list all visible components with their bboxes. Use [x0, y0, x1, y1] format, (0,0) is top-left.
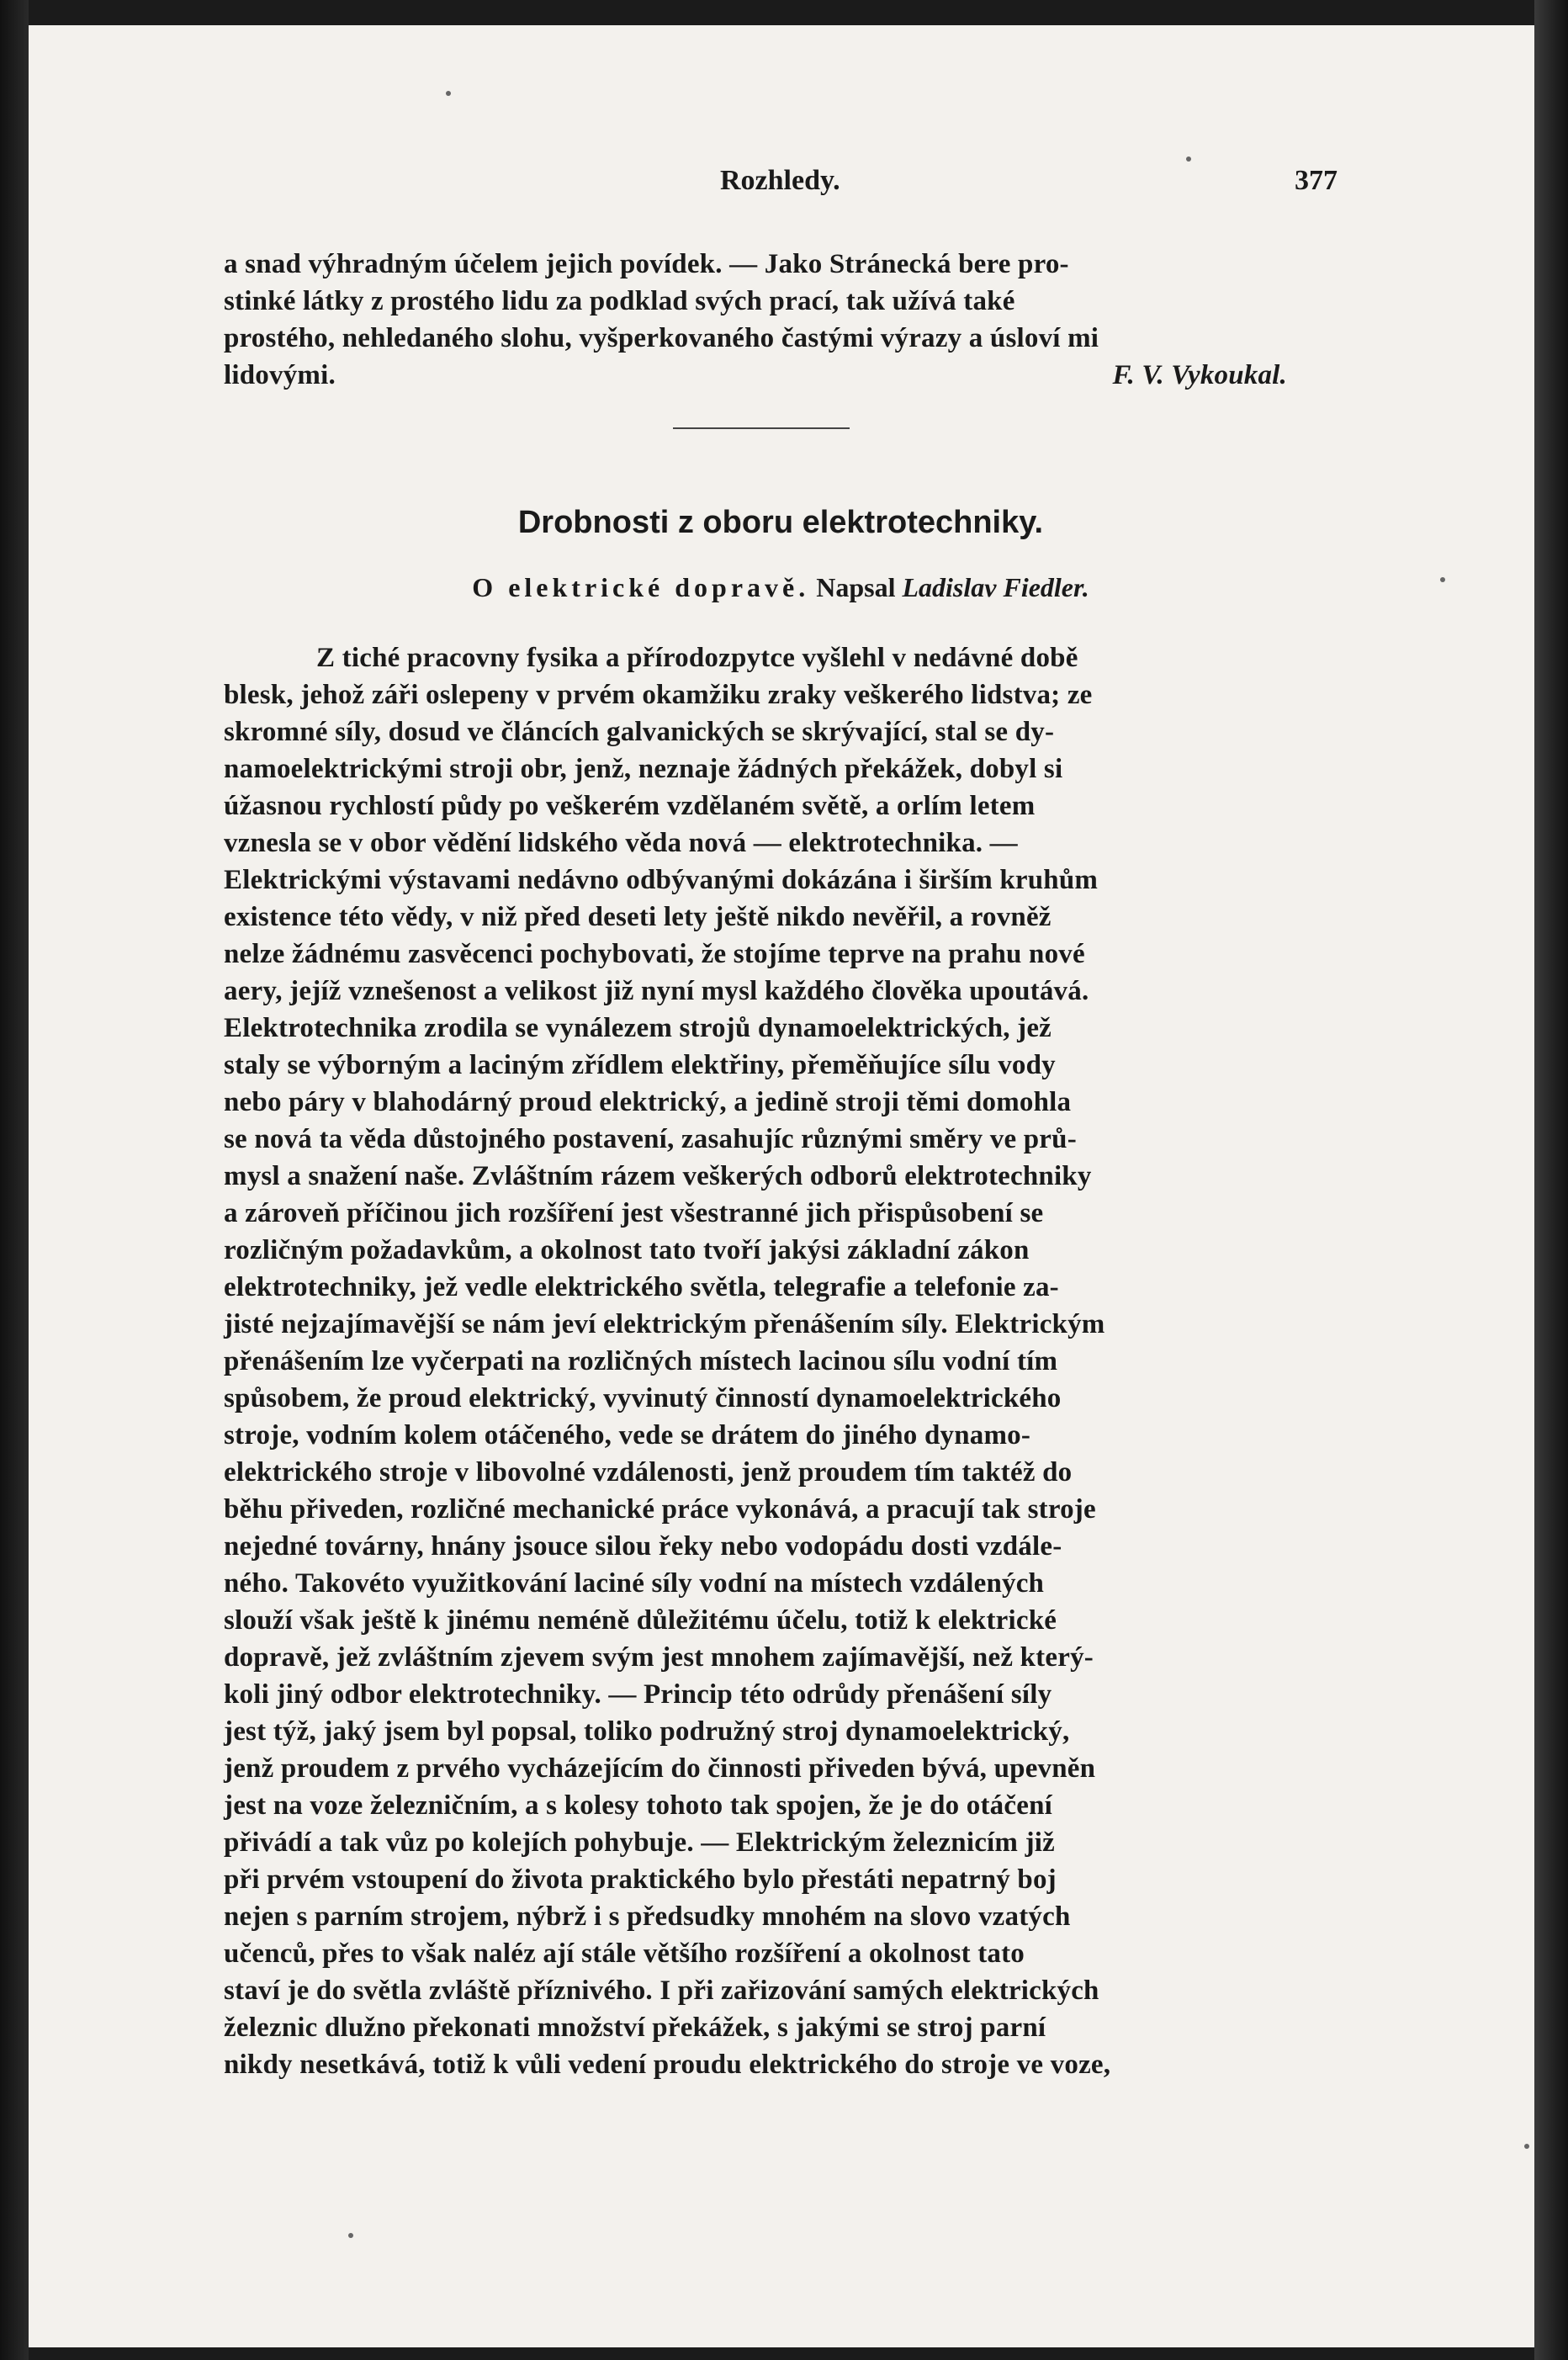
- paper-speck: [1524, 2144, 1529, 2149]
- running-title: Rozhledy.: [720, 165, 840, 196]
- section-divider: [673, 427, 850, 429]
- text-line: slouží však ještě k jinému neméně důležitému účelu, totiž k elektrické: [224, 1605, 1057, 1636]
- text-line: rozličným požadavkům, a okolnost tato tvoří jakýsi základní zákon: [224, 1235, 1030, 1265]
- text-line: dopravě, jež zvláštním zjevem svým jest mnohem zajímavější, než který-: [224, 1642, 1094, 1673]
- text-line: existence této vědy, v niž před deseti lety ještě nikdo nevěřil, a rovněž: [224, 902, 1052, 932]
- text-line: a snad výhradným účelem jejich povídek. — Jako Stránecká bere pro-: [224, 249, 1069, 279]
- article-subtitle: [224, 572, 1338, 603]
- paper-speck: [446, 91, 451, 96]
- page-number: 377: [1295, 165, 1338, 196]
- text-line: se nová ta věda důstojného postavení, zasahujíc různými směry ve prů-: [224, 1124, 1077, 1154]
- paper-speck: [348, 2233, 353, 2238]
- text-line: stroje, vodním kolem otáčeného, vede se drátem do jiného dynamo-: [224, 1420, 1031, 1450]
- text-line: přenášením lze vyčerpati na rozličných místech lacinou sílu vodní tím: [224, 1346, 1058, 1376]
- text-line: běhu přiveden, rozličné mechanické práce vykonává, a pracují tak stroje: [224, 1494, 1096, 1525]
- subtitle-topic: O elektrické dopravě.: [472, 572, 810, 602]
- subtitle-by: Napsal: [816, 572, 896, 602]
- text-line: mysl a snažení naše. Zvláštním rázem veškerých odborů elektrotechniky: [224, 1161, 1092, 1191]
- text-line: nebo páry v blahodárný proud elektrický, a jedině stroji těmi domohla: [224, 1087, 1072, 1117]
- text-line: úžasnou rychlostí půdy po veškerém vzdělaném světě, a orlím letem: [224, 791, 1036, 821]
- scan-border-right: [1534, 0, 1568, 2360]
- text-line: přivádí a tak vůz po kolejích pohybuje. — Elektrickým železnicím již: [224, 1827, 1055, 1858]
- text-line: ného. Takovéto využitkování laciné síly vodní na místech vzdálených: [224, 1568, 1045, 1599]
- text-line: lidovými.: [224, 360, 336, 390]
- paper-speck: [1186, 156, 1191, 162]
- text-line: a zároveň příčinou jich rozšíření jest všestranné jich přispůsobení se: [224, 1198, 1044, 1228]
- text-line: elektrického stroje v libovolné vzdálenosti, jenž proudem tím taktéž do: [224, 1457, 1073, 1488]
- text-line: koli jiný odbor elektrotechniky. — Princip této odrůdy přenášení síly: [224, 1679, 1052, 1710]
- text-line: Elektrotechnika zrodila se vynálezem strojů dynamoelektrických, jež: [224, 1013, 1052, 1043]
- text-line: nikdy nesetkává, totiž k vůli vedení proudu elektrického do stroje ve voze,: [224, 2050, 1111, 2080]
- article-body: [224, 639, 1338, 2083]
- text-line: nejen s parním strojem, nýbrž i s předsudky mnohém na slovo vzatých: [224, 1901, 1071, 1932]
- text-line: jenž proudem z prvého vycházejícím do činnosti přiveden bývá, upevněn: [224, 1753, 1096, 1784]
- article-author: Ladislav Fiedler.: [902, 572, 1089, 602]
- scan-border-left: [0, 0, 29, 2360]
- text-line: skromné síly, dosud ve článcích galvanických se skrývající, stal se dy-: [224, 717, 1055, 747]
- signature-row: [224, 357, 1338, 394]
- previous-article-ending: [224, 246, 1338, 394]
- text-line: staly se výborným a laciným zřídlem elektřiny, přeměňujíce sílu vody: [224, 1050, 1056, 1080]
- text-line: jisté nejzajímavější se nám jeví elektrickým přenášením síly. Elektrickým: [224, 1309, 1105, 1339]
- text-line: nejedné továrny, hnány jsouce silou řeky nebo vodopádu dosti vzdále-: [224, 1531, 1062, 1562]
- text-line: vznesla se v obor vědění lidského věda nová — elektrotechnika. —: [224, 828, 1018, 858]
- text-line: blesk, jehož záři oslepeny v prvém okamžiku zraky veškerého lidstva; ze: [224, 680, 1093, 710]
- section-title: Drobnosti z oboru elektrotechniky.: [517, 505, 1044, 540]
- text-line: stinké látky z prostého lidu za podklad svých prací, tak užívá také: [224, 286, 1015, 316]
- author-signature: F. V. Vykoukal.: [1112, 360, 1287, 390]
- text-line: prostého, nehledaného slohu, vyšperkovaného častými výrazy a úsloví mi: [224, 323, 1099, 353]
- text-line: spůsobem, že proud elektrický, vyvinutý činností dynamoelektrického: [224, 1383, 1062, 1413]
- text-line: namoelektrickými stroji obr, jenž, neznaje žádných překážek, dobyl si: [224, 754, 1063, 784]
- text-line: učenců, přes to však naléz ají stále většího rozšíření a okolnost tato: [224, 1938, 1025, 1969]
- text-line: jest týž, jaký jsem byl popsal, toliko podružný stroj dynamoelektrický,: [224, 1716, 1070, 1747]
- text-line: jest na voze železničním, a s kolesy tohoto tak spojen, že je do otáčení: [224, 1790, 1052, 1821]
- text-line: Elektrickými výstavami nedávno odbývanými dokázána i širším kruhům: [224, 865, 1099, 895]
- paper-speck: [1440, 577, 1445, 582]
- text-line: Z tiché pracovny fysika a přírodozpytce vyšlehl v nedávné době: [316, 643, 1078, 673]
- text-line: při prvém vstoupení do života praktického bylo přestáti nepatrný boj: [224, 1864, 1057, 1895]
- text-line: nelze žádnému zasvěcenci pochybovati, že stojíme teprve na prahu nové: [224, 939, 1085, 969]
- text-line: železnic dlužno překonati množství překážek, s jakými se stroj parní: [224, 2013, 1046, 2043]
- page-header: [224, 165, 1338, 207]
- text-line: elektrotechniky, jež vedle elektrického světla, telegrafie a telefonie za-: [224, 1272, 1059, 1302]
- text-line: aery, jejíž vznešenost a velikost již nyní mysl každého člověka upoutává.: [224, 976, 1089, 1006]
- text-line: staví je do světla zvláště příznivého. I při zařizování samých elektrických: [224, 1976, 1099, 2006]
